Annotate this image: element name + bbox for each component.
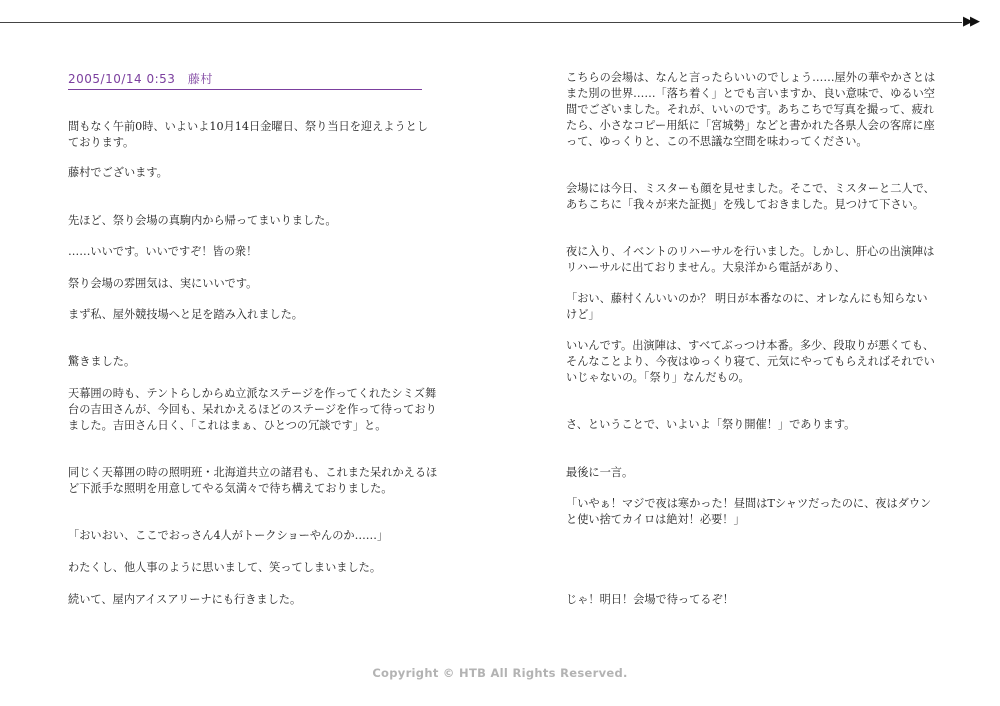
paragraph: じゃ！明日！会場で待ってるぞ！ <box>566 593 734 606</box>
paragraph: いいんです。出演陣は、すべてぶっつけ本番。多少、段取りが悪くても、そんなことより、今夜はゆっくり寝て、元気にやってもらえればそれでいいじゃないの。「祭り」なんだもの。 <box>566 339 935 384</box>
paragraph: 最後に一言。 <box>566 466 634 479</box>
entry-date-author: 2005/10/14 0:53 藤村 <box>68 70 422 90</box>
paragraph: 間もなく午前0時、いよいよ10月14日金曜日、祭り当日を迎えようとしております。 <box>68 120 429 149</box>
next-arrows-icon[interactable]: ▶▶ <box>963 14 977 29</box>
paragraph: わたくし、他人事のように思いまして、笑ってしまいました。 <box>68 561 382 574</box>
paragraph: 同じく天幕囲の時の照明班・北海道共立の諸君も、これまた呆れかえるほど下派手な照明を用意してやる気満々で待ち構えておりました。 <box>68 466 438 495</box>
top-divider <box>0 22 962 23</box>
paragraph: まず私、屋外競技場へと足を踏み入れました。 <box>68 308 303 321</box>
paragraph: こちらの会場は、なんと言ったらいいのでしょう……屋外の華やかさとはまた別の世界……「落ち着く」とでも言いますか、良い意味で、ゆるい空間でございました。それが、いいのです。あちこちで写真を撮って、疲れたら、小さなコピー用紙に「宮城勢」などと書かれた各県人会の客席に座って、ゆっくりと、この不思議な空間を味わってください。 <box>566 71 936 148</box>
paragraph: 続いて、屋内アイスアリーナにも行きました。 <box>68 593 302 606</box>
paragraph: 「いやぁ！マジで夜は寒かった！昼間はTシャツだったのに、夜はダウンと使い捨てカイロは絶対！必要！」 <box>566 497 932 526</box>
paragraph: 会場には今日、ミスターも顔を見せました。そこで、ミスターと二人で、あちこちに「我々が来た証拠」を残しておきました。見つけて下さい。 <box>566 182 935 211</box>
paragraph: 藤村でございます。 <box>68 166 168 179</box>
paragraph: 天幕囲の時も、テントらしからぬ立派なステージを作ってくれたシミズ舞台の吉田さんが、今回も、呆れかえるほどのステージを作って待っておりました。吉田さん日く、「これはまぁ、ひとつの冗談です」と。 <box>68 387 437 432</box>
paragraph: 先ほど、祭り会場の真駒内から帰ってまいりました。 <box>68 214 337 227</box>
paragraph: 「おいおい、ここでおっさん4人がトークショーやんのか……」 <box>68 529 389 542</box>
paragraph: 驚きました。 <box>68 355 136 368</box>
paragraph: さ、ということで、いよいよ「祭り開催！」であります。 <box>566 418 856 431</box>
paragraph: 「おい、藤村くんいいのか？ 明日が本番なのに、オレなんにも知らないけど」 <box>566 292 928 321</box>
paragraph: 祭り会場の雰囲気は、実にいいです。 <box>68 277 258 290</box>
paragraph: ……いいです。いいですぞ！皆の衆！ <box>68 245 258 258</box>
copyright-notice: Copyright © HTB All Rights Reserved. <box>372 666 628 680</box>
paragraph: 夜に入り、イベントのリハーサルを行いました。しかし、肝心の出演陣はリハーサルに出ておりません。大泉洋から電話があり、 <box>566 245 935 274</box>
